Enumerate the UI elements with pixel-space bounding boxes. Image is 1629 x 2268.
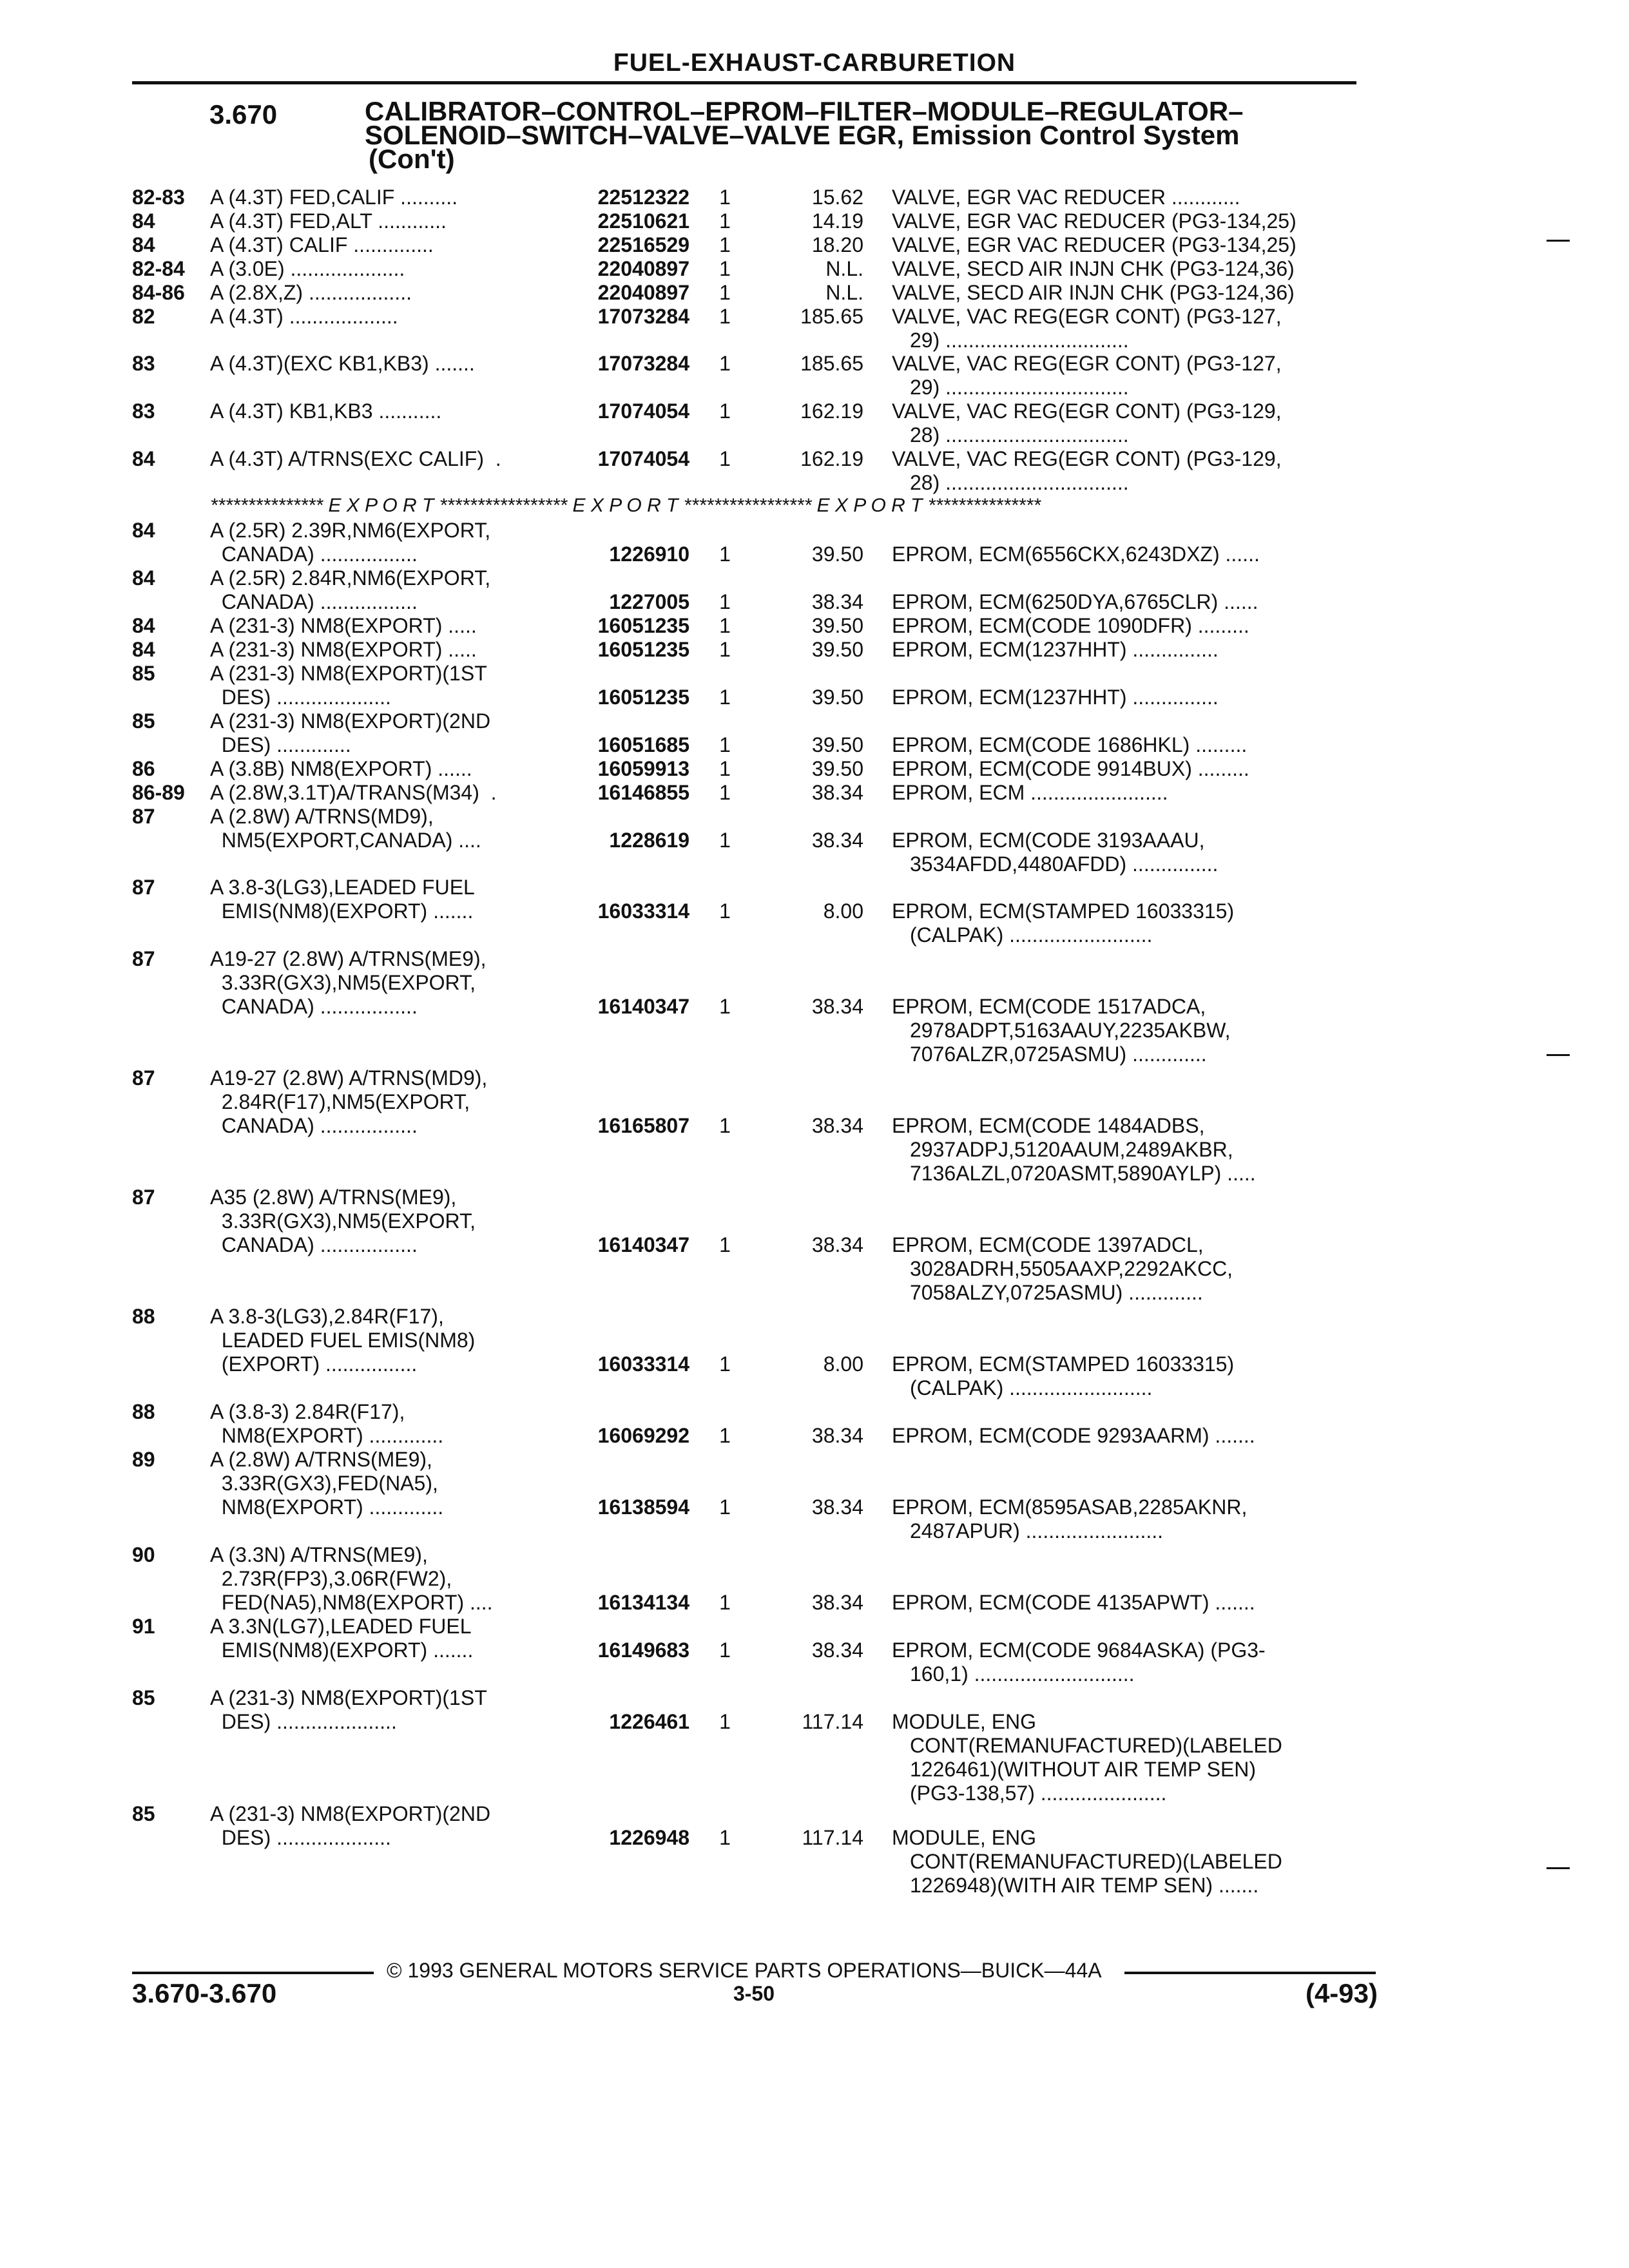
description-line: VALVE, EGR VAC REDUCER (PG3-134,25) xyxy=(892,209,1296,233)
application-line: A 3.3N(LG7),LEADED FUEL xyxy=(210,1615,472,1638)
description xyxy=(892,233,1366,257)
application xyxy=(210,1305,555,1376)
part-number: 16140347 xyxy=(597,1233,689,1256)
price: 8.00 xyxy=(823,899,863,923)
quantity: 1 xyxy=(719,1495,731,1519)
application-line: A (2.5R) 2.84R,NM6(EXPORT, xyxy=(210,566,491,590)
model-year: 84 xyxy=(132,614,155,637)
application-line: A (2.8W,3.1T)A/TRANS(M34) . xyxy=(210,781,497,804)
model-year: 84-86 xyxy=(132,281,185,304)
description xyxy=(892,305,1366,352)
description xyxy=(892,1233,1366,1305)
quantity: 1 xyxy=(719,829,731,852)
part-number: 22516529 xyxy=(597,233,689,256)
application xyxy=(210,447,555,471)
model-year: 84 xyxy=(132,447,155,470)
price: 38.34 xyxy=(811,1591,863,1614)
part-number: 17074054 xyxy=(597,447,689,470)
price: 38.34 xyxy=(811,590,863,613)
description xyxy=(892,733,1366,757)
application-line: A (231-3) NM8(EXPORT) ..... xyxy=(210,638,477,661)
description-line: VALVE, SECD AIR INJN CHK (PG3-124,36) xyxy=(892,281,1295,304)
model-year: 84 xyxy=(132,519,155,542)
price: 14.19 xyxy=(811,209,863,233)
application-line: A 3.8-3(LG3),2.84R(F17), xyxy=(210,1305,444,1328)
part-number: 16051235 xyxy=(597,638,689,661)
footer-rule-left xyxy=(132,1972,374,1974)
description-line: EPROM, ECM(CODE 1484ADBS, xyxy=(892,1114,1205,1137)
quantity: 1 xyxy=(719,352,731,375)
description-line: CONT(REMANUFACTURED)(LABELED xyxy=(910,1850,1282,1873)
quantity: 1 xyxy=(719,590,731,613)
description-line: (CALPAK) ......................... xyxy=(910,923,1153,947)
model-year: 86-89 xyxy=(132,781,185,804)
price: 15.62 xyxy=(811,186,863,209)
application xyxy=(210,947,555,1019)
quantity: 1 xyxy=(719,1114,731,1137)
description xyxy=(892,590,1366,614)
part-number: 16146855 xyxy=(597,781,689,804)
description-line: 2937ADPJ,5120AAUM,2489AKBR, xyxy=(910,1138,1233,1161)
price: 185.65 xyxy=(800,352,863,375)
model-year: 87 xyxy=(132,1066,155,1090)
part-number: 16033314 xyxy=(597,1352,689,1376)
description-line: 3534AFDD,4480AFDD) ............... xyxy=(910,852,1219,876)
footer-page-number: 3-50 xyxy=(733,1982,775,2005)
footer-date: (4-93) xyxy=(1305,1978,1378,2008)
description-line: EPROM, ECM(CODE 1397ADCL, xyxy=(892,1233,1204,1256)
description xyxy=(892,1352,1366,1400)
part-number: 22040897 xyxy=(597,281,689,304)
description xyxy=(892,543,1366,566)
quantity: 1 xyxy=(719,733,731,756)
application-line: (EXPORT) ................ xyxy=(210,1352,418,1376)
price: 8.00 xyxy=(823,1352,863,1376)
application xyxy=(210,1186,555,1257)
description xyxy=(892,186,1366,209)
quantity: 1 xyxy=(719,614,731,637)
part-number: 16165807 xyxy=(597,1114,689,1137)
quantity: 1 xyxy=(719,257,731,280)
description-line: EPROM, ECM ........................ xyxy=(892,781,1168,804)
application-line: 3.33R(GX3),NM5(EXPORT, xyxy=(210,1209,476,1233)
application xyxy=(210,709,555,757)
part-number: 1226461 xyxy=(609,1710,689,1733)
price: 39.50 xyxy=(811,614,863,637)
application-line: DES) .................... xyxy=(210,1826,391,1849)
description-line: VALVE, VAC REG(EGR CONT) (PG3-129, xyxy=(892,399,1282,423)
application xyxy=(210,1448,555,1519)
description xyxy=(892,686,1366,709)
description-line: 2487APUR) ........................ xyxy=(910,1519,1164,1542)
part-number: 22510621 xyxy=(597,209,689,233)
description xyxy=(892,1495,1366,1543)
description-line: EPROM, ECM(CODE 9684ASKA) (PG3- xyxy=(892,1639,1266,1662)
price: 39.50 xyxy=(811,686,863,709)
model-year: 91 xyxy=(132,1615,155,1638)
description xyxy=(892,257,1366,281)
model-year: 82-83 xyxy=(132,186,185,209)
application xyxy=(210,257,555,281)
description-line: EPROM, ECM(CODE 9914BUX) ......... xyxy=(892,757,1249,780)
description-line: 7058ALZY,0725ASMU) ............. xyxy=(910,1281,1203,1304)
application-line: A (4.3T) FED,ALT ............ xyxy=(210,209,447,233)
description xyxy=(892,829,1366,876)
application xyxy=(210,399,555,423)
margin-tick xyxy=(1547,1867,1570,1869)
part-number: 1227005 xyxy=(609,590,689,613)
application-line: A (231-3) NM8(EXPORT)(1ST xyxy=(210,1686,487,1709)
page-header-title: FUEL-EXHAUST-CARBURETION xyxy=(613,49,1016,77)
price: 117.14 xyxy=(802,1710,863,1733)
footer-rule-right xyxy=(1124,1972,1376,1974)
margin-tick xyxy=(1547,240,1570,242)
part-number: 16149683 xyxy=(597,1639,689,1662)
price: 38.34 xyxy=(811,1114,863,1137)
description-line: EPROM, ECM(1237HHT) ............... xyxy=(892,686,1219,709)
description-line: VALVE, EGR VAC REDUCER ............ xyxy=(892,186,1240,209)
application-line: A (4.3T) CALIF .............. xyxy=(210,233,434,256)
model-year: 90 xyxy=(132,1543,155,1566)
price: 39.50 xyxy=(811,543,863,566)
quantity: 1 xyxy=(719,757,731,780)
description-line: EPROM, ECM(CODE 1686HKL) ......... xyxy=(892,733,1248,756)
application-line: CANADA) ................. xyxy=(210,590,418,613)
quantity: 1 xyxy=(719,781,731,804)
model-year: 83 xyxy=(132,399,155,423)
description-line: MODULE, ENG xyxy=(892,1826,1037,1849)
quantity: 1 xyxy=(719,543,731,566)
section-number: 3.670 xyxy=(209,99,278,130)
application-line: FED(NA5),NM8(EXPORT) .... xyxy=(210,1591,493,1614)
description xyxy=(892,1710,1366,1805)
application-line: A (3.8B) NM8(EXPORT) ...... xyxy=(210,757,472,780)
model-year: 87 xyxy=(132,947,155,970)
application xyxy=(210,757,555,781)
part-number: 16051235 xyxy=(597,614,689,637)
quantity: 1 xyxy=(719,1233,731,1256)
model-year: 82-84 xyxy=(132,257,185,280)
application-line: A (2.8W) A/TRNS(ME9), xyxy=(210,1448,432,1471)
description-line: VALVE, VAC REG(EGR CONT) (PG3-127, xyxy=(892,352,1282,375)
application-line: A (4.3T) A/TRNS(EXC CALIF) . xyxy=(210,447,501,470)
description-line: 3028ADRH,5505AAXP,2292AKCC, xyxy=(910,1257,1233,1280)
description-line: 1226461)(WITHOUT AIR TEMP SEN) xyxy=(910,1758,1257,1781)
application-line: NM5(EXPORT,CANADA) .... xyxy=(210,829,481,852)
model-year: 87 xyxy=(132,876,155,899)
description-line: EPROM, ECM(STAMPED 16033315) xyxy=(892,1352,1235,1376)
application-line: A (231-3) NM8(EXPORT)(2ND xyxy=(210,1802,491,1825)
model-year: 85 xyxy=(132,1802,155,1825)
quantity: 1 xyxy=(719,1352,731,1376)
model-year: 82 xyxy=(132,305,155,328)
price: 39.50 xyxy=(811,757,863,780)
description-line: 7076ALZR,0725ASMU) ............. xyxy=(910,1043,1207,1066)
quantity: 1 xyxy=(719,899,731,923)
section-title-line1: CALIBRATOR–CONTROL–EPROM–FILTER–MODULE–REGULATOR– xyxy=(365,96,1244,126)
application-line: CANADA) ................. xyxy=(210,1233,418,1256)
quantity: 1 xyxy=(719,1639,731,1662)
part-number: 16134134 xyxy=(597,1591,689,1614)
quantity: 1 xyxy=(719,233,731,256)
application-line: CANADA) ................. xyxy=(210,995,418,1018)
application-line: A (4.3T) FED,CALIF .......... xyxy=(210,186,458,209)
part-number: 16033314 xyxy=(597,899,689,923)
model-year: 84 xyxy=(132,638,155,661)
description-line: 28) ................................ xyxy=(910,423,1129,447)
model-year: 86 xyxy=(132,757,155,780)
price: 117.14 xyxy=(802,1826,863,1849)
price: 39.50 xyxy=(811,733,863,756)
description-line: EPROM, ECM(6250DYA,6765CLR) ...... xyxy=(892,590,1258,613)
model-year: 85 xyxy=(132,1686,155,1709)
price: 38.34 xyxy=(811,995,863,1018)
application xyxy=(210,1400,555,1448)
description-line: EPROM, ECM(1237HHT) ............... xyxy=(892,638,1219,661)
application-line: 3.33R(GX3),NM5(EXPORT, xyxy=(210,971,476,994)
description xyxy=(892,1826,1366,1898)
description-line: EPROM, ECM(STAMPED 16033315) xyxy=(892,899,1235,923)
application-line: CANADA) ................. xyxy=(210,543,418,566)
footer-copyright: © 1993 GENERAL MOTORS SERVICE PARTS OPERATIONS—BUICK—44A xyxy=(387,1959,1102,1982)
part-number: 16069292 xyxy=(597,1424,689,1447)
application-line: A (3.0E) .................... xyxy=(210,257,405,280)
description xyxy=(892,352,1366,399)
description-line: VALVE, VAC REG(EGR CONT) (PG3-129, xyxy=(892,447,1282,470)
application-line: A (4.3T) KB1,KB3 ........... xyxy=(210,399,442,423)
model-year: 88 xyxy=(132,1305,155,1328)
part-number: 22040897 xyxy=(597,257,689,280)
application xyxy=(210,186,555,209)
section-title-line2: SOLENOID–SWITCH–VALVE–VALVE EGR, Emission Control System xyxy=(365,120,1240,150)
description-line: VALVE, VAC REG(EGR CONT) (PG3-127, xyxy=(892,305,1282,328)
application-line: A (4.3T)(EXC KB1,KB3) ....... xyxy=(210,352,475,375)
description xyxy=(892,1114,1366,1186)
description-line: MODULE, ENG xyxy=(892,1710,1037,1733)
application-line: A (231-3) NM8(EXPORT)(1ST xyxy=(210,662,487,685)
application-line: A19-27 (2.8W) A/TRNS(MD9), xyxy=(210,1066,488,1090)
description-line: EPROM, ECM(CODE 3193AAAU, xyxy=(892,829,1205,852)
description-line: EPROM, ECM(CODE 1517ADCA, xyxy=(892,995,1206,1018)
description xyxy=(892,757,1366,781)
description xyxy=(892,1591,1366,1615)
model-year: 84 xyxy=(132,566,155,590)
quantity: 1 xyxy=(719,399,731,423)
application-line: A (2.5R) 2.39R,NM6(EXPORT, xyxy=(210,519,491,542)
model-year: 84 xyxy=(132,209,155,233)
application-line: LEADED FUEL EMIS(NM8) xyxy=(210,1329,476,1352)
quantity: 1 xyxy=(719,995,731,1018)
application xyxy=(210,352,555,376)
part-number: 1226910 xyxy=(609,543,689,566)
application-line: DES) ..................... xyxy=(210,1710,397,1733)
price: 38.34 xyxy=(811,1233,863,1256)
description-line: 28) ................................ xyxy=(910,471,1129,494)
part-number: 17073284 xyxy=(597,305,689,328)
application-line: A (231-3) NM8(EXPORT)(2ND xyxy=(210,709,491,733)
description-line: 29) ................................ xyxy=(910,376,1129,399)
description-line: CONT(REMANUFACTURED)(LABELED xyxy=(910,1734,1282,1757)
description xyxy=(892,614,1366,638)
application xyxy=(210,1802,555,1850)
application xyxy=(210,281,555,305)
part-number: 22512322 xyxy=(597,186,689,209)
part-number: 17074054 xyxy=(597,399,689,423)
description xyxy=(892,1639,1366,1686)
application-line: A (3.3N) A/TRNS(ME9), xyxy=(210,1543,428,1566)
export-banner: *************** E X P O R T ***************** E X P O R T ***************** E X P O R T *************** xyxy=(210,495,1041,516)
quantity: 1 xyxy=(719,638,731,661)
application-line: A (4.3T) ................... xyxy=(210,305,398,328)
application xyxy=(210,876,555,923)
application-line: EMIS(NM8)(EXPORT) ....... xyxy=(210,1639,474,1662)
application xyxy=(210,233,555,257)
application-line: DES) .................... xyxy=(210,686,391,709)
quantity: 1 xyxy=(719,186,731,209)
description-line: VALVE, SECD AIR INJN CHK (PG3-124,36) xyxy=(892,257,1295,280)
model-year: 87 xyxy=(132,1186,155,1209)
description xyxy=(892,281,1366,305)
application-line: 2.73R(FP3),3.06R(FW2), xyxy=(210,1567,452,1590)
model-year: 84 xyxy=(132,233,155,256)
application xyxy=(210,519,555,566)
application-line: CANADA) ................. xyxy=(210,1114,418,1137)
application xyxy=(210,805,555,852)
description xyxy=(892,781,1366,805)
price: 18.20 xyxy=(811,233,863,256)
application-line: NM8(EXPORT) ............. xyxy=(210,1495,444,1519)
footer-section-range: 3.670-3.670 xyxy=(132,1978,277,2008)
description-line: 2978ADPT,5163AAUY,2235AKBW, xyxy=(910,1019,1231,1042)
description-line: 29) ................................ xyxy=(910,329,1129,352)
price: N.L. xyxy=(825,281,863,304)
price: 38.34 xyxy=(811,1495,863,1519)
description-line: EPROM, ECM(CODE 9293AARM) ....... xyxy=(892,1424,1255,1447)
description-line: EPROM, ECM(6556CKX,6243DXZ) ...... xyxy=(892,543,1260,566)
description-line: 7136ALZL,0720ASMT,5890AYLP) ..... xyxy=(910,1162,1256,1185)
model-year: 85 xyxy=(132,709,155,733)
model-year: 83 xyxy=(132,352,155,375)
application-line: A (3.8-3) 2.84R(F17), xyxy=(210,1400,405,1423)
quantity: 1 xyxy=(719,447,731,470)
model-year: 89 xyxy=(132,1448,155,1471)
quantity: 1 xyxy=(719,209,731,233)
application-line: EMIS(NM8)(EXPORT) ....... xyxy=(210,899,474,923)
application xyxy=(210,209,555,233)
part-number: 17073284 xyxy=(597,352,689,375)
part-number: 1228619 xyxy=(609,829,689,852)
application xyxy=(210,662,555,709)
part-number: 1226948 xyxy=(609,1826,689,1849)
application xyxy=(210,614,555,638)
quantity: 1 xyxy=(719,1424,731,1447)
description-line: (PG3-138,57) ...................... xyxy=(910,1782,1167,1805)
price: 38.34 xyxy=(811,829,863,852)
description-line: VALVE, EGR VAC REDUCER (PG3-134,25) xyxy=(892,233,1296,256)
application-line: A (2.8X,Z) .................. xyxy=(210,281,412,304)
price: 38.34 xyxy=(811,1424,863,1447)
price: 38.34 xyxy=(811,1639,863,1662)
margin-tick xyxy=(1547,1054,1570,1056)
application-line: A (231-3) NM8(EXPORT) ..... xyxy=(210,614,477,637)
application-line: A (2.8W) A/TRNS(MD9), xyxy=(210,805,434,828)
price: 39.50 xyxy=(811,638,863,661)
description-line: (CALPAK) ......................... xyxy=(910,1376,1153,1399)
quantity: 1 xyxy=(719,305,731,328)
application-line: DES) ............. xyxy=(210,733,351,756)
section-title xyxy=(365,96,1370,174)
description-line: EPROM, ECM(CODE 1090DFR) ......... xyxy=(892,614,1249,637)
application xyxy=(210,1066,555,1138)
description xyxy=(892,995,1366,1066)
quantity: 1 xyxy=(719,1826,731,1849)
model-year: 85 xyxy=(132,662,155,685)
application xyxy=(210,638,555,662)
price: N.L. xyxy=(825,257,863,280)
application xyxy=(210,781,555,805)
description-line: EPROM, ECM(8595ASAB,2285AKNR, xyxy=(892,1495,1248,1519)
price: 185.65 xyxy=(800,305,863,328)
description xyxy=(892,209,1366,233)
header-rule xyxy=(132,81,1356,84)
application-line: A35 (2.8W) A/TRNS(ME9), xyxy=(210,1186,457,1209)
price: 38.34 xyxy=(811,781,863,804)
application-line: 3.33R(GX3),FED(NA5), xyxy=(210,1472,438,1495)
description xyxy=(892,899,1366,947)
part-number: 16059913 xyxy=(597,757,689,780)
description-line: 160,1) ............................ xyxy=(910,1662,1135,1686)
application xyxy=(210,566,555,614)
description xyxy=(892,447,1366,495)
model-year: 88 xyxy=(132,1400,155,1423)
description xyxy=(892,638,1366,662)
model-year: 87 xyxy=(132,805,155,828)
quantity: 1 xyxy=(719,1591,731,1614)
price: 162.19 xyxy=(800,447,863,470)
part-number: 16051235 xyxy=(597,686,689,709)
description xyxy=(892,399,1366,447)
description-line: EPROM, ECM(CODE 4135APWT) ....... xyxy=(892,1591,1255,1614)
application-line: A19-27 (2.8W) A/TRNS(ME9), xyxy=(210,947,487,970)
description xyxy=(892,1424,1366,1448)
application xyxy=(210,305,555,329)
quantity: 1 xyxy=(719,1710,731,1733)
application xyxy=(210,1615,555,1662)
part-number: 16140347 xyxy=(597,995,689,1018)
application-line: 2.84R(F17),NM5(EXPORT, xyxy=(210,1090,470,1113)
part-number: 16051685 xyxy=(597,733,689,756)
price: 162.19 xyxy=(800,399,863,423)
quantity: 1 xyxy=(719,686,731,709)
quantity: 1 xyxy=(719,281,731,304)
application-line: NM8(EXPORT) ............. xyxy=(210,1424,444,1447)
section-title-line3: (Con't) xyxy=(369,144,455,174)
application-line: A 3.8-3(LG3),LEADED FUEL xyxy=(210,876,475,899)
application xyxy=(210,1686,555,1734)
application xyxy=(210,1543,555,1615)
part-number: 16138594 xyxy=(597,1495,689,1519)
description-line: 1226948)(WITH AIR TEMP SEN) ....... xyxy=(910,1874,1259,1897)
